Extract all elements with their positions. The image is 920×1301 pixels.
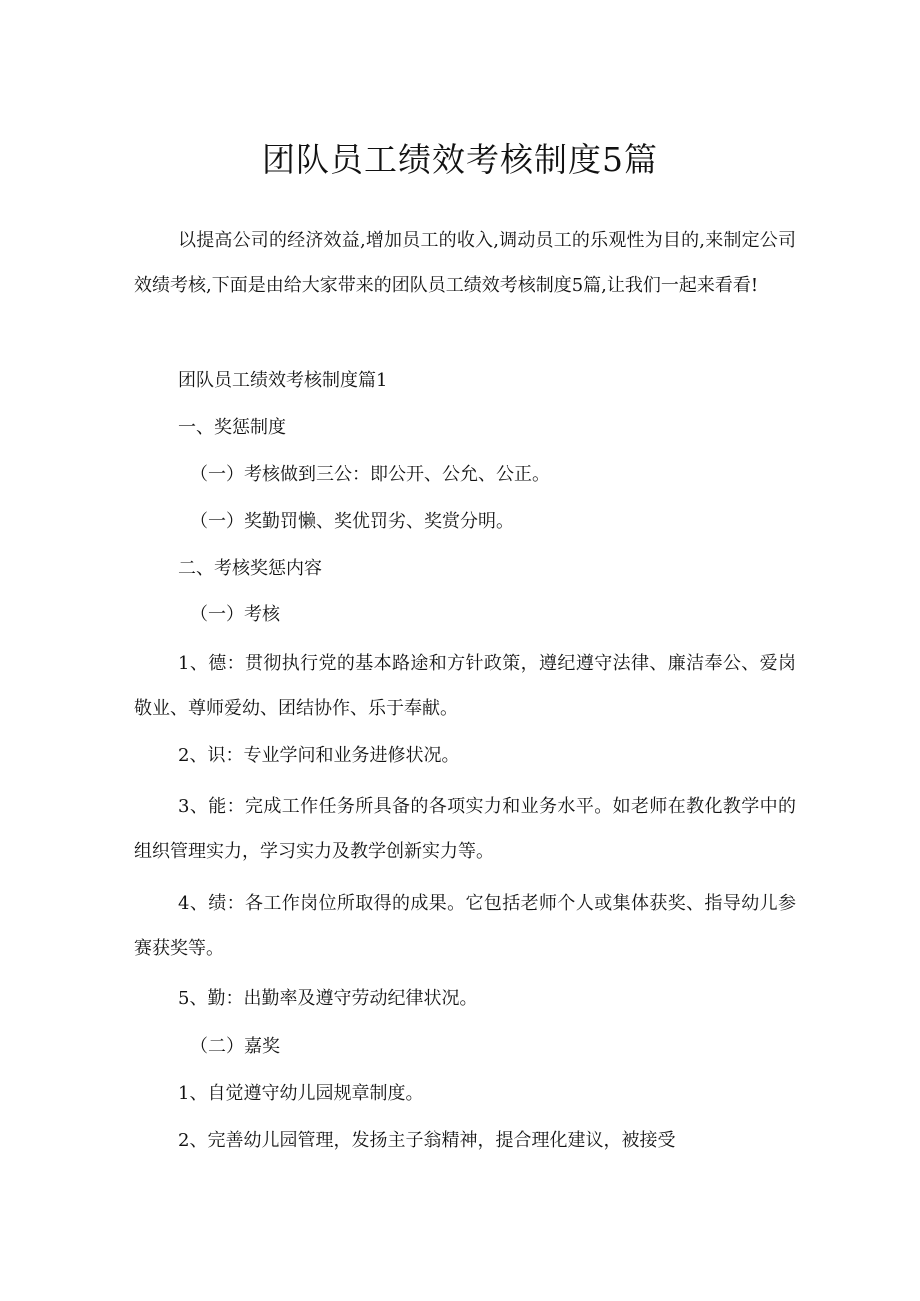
document-title: 团队员工绩效考核制度5篇 bbox=[262, 140, 658, 179]
item-three-public: （一）考核做到三公：即公开、公允、公正。 bbox=[190, 464, 550, 485]
section-heading: 团队员工绩效考核制度篇1 bbox=[178, 370, 388, 391]
paragraph-performance: 4、绩：各工作岗位所取得的成果。它包括老师个人或集体获奖、指导幼儿参赛获奖等。 bbox=[134, 893, 796, 959]
paragraph-virtue: 1、德：贯彻执行党的基本路途和方针政策，遵纪遵守法律、廉洁奉公、爱岗敬业、尊师爱幼、团结协作、乐于奉献。 bbox=[134, 653, 796, 719]
heading-assessment-content: 二、考核奖惩内容 bbox=[178, 558, 322, 579]
paragraph-rule-1: 1、自觉遵守幼儿园规章制度。 bbox=[178, 1083, 424, 1104]
subheading-praise: （二）嘉奖 bbox=[190, 1036, 280, 1057]
subheading-assessment: （一）考核 bbox=[190, 604, 280, 625]
item-diligence: （一）奖勤罚懒、奖优罚劣、奖赏分明。 bbox=[190, 511, 514, 532]
paragraph-ability: 3、能：完成工作任务所具备的各项实力和业务水平。如老师在教化教学中的组织管理实力，学习实力及教学创新实力等。 bbox=[134, 796, 796, 862]
intro-paragraph: 以提高公司的经济效益,增加员工的收入,调动员工的乐观性为目的,来制定公司效绩考核,下面是由给大家带来的团队员工绩效考核制度5篇,让我们一起来看看! bbox=[134, 230, 796, 296]
paragraph-attendance: 5、勤：出勤率及遵守劳动纪律状况。 bbox=[178, 988, 478, 1009]
paragraph-rule-2: 2、完善幼儿园管理，发扬主子翁精神，提合理化建议，被接受 bbox=[178, 1130, 676, 1151]
paragraph-knowledge: 2、识：专业学问和业务进修状况。 bbox=[178, 745, 460, 766]
heading-reward-system: 一、奖惩制度 bbox=[178, 417, 286, 438]
